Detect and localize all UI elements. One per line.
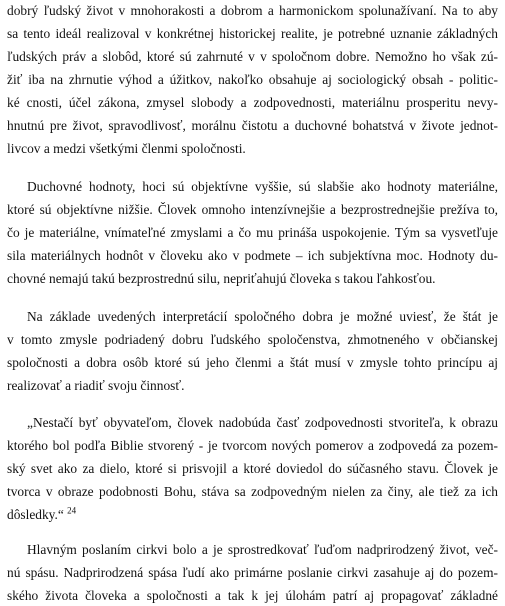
text-line: ľudských práv a slobôd, ktoré sú zahrnuté v v spoločnom dobre. Nemožno ho však zú- bbox=[7, 49, 498, 64]
text-line: spoločnosti a dobra osôb ktoré sú jeho členmi a štát musí v zmysle tohto princípu aj bbox=[7, 355, 498, 370]
text-line: „Nestačí byť obyvateľom, človek nadobúda časť zodpovednosti stvoriteľa, k obrazu bbox=[27, 415, 498, 430]
text-line: sa tento ideál realizoval v konkrétnej historickej realite, je potrebné uznanie základných bbox=[7, 26, 498, 41]
text-line bbox=[7, 505, 498, 525]
text-line: žiť iba na zhrnutie výhod a úžitkov, nakoľko obsahuje aj sociologický obsah - politic- bbox=[7, 72, 498, 87]
text-line: nú spásu. Nadprirodzená spása ľudí ako primárne poslanie cirkvi zasahuje aj do pozem- bbox=[7, 565, 498, 580]
text-line: ský svet ako za dielo, ktoré si prisvojil a ktoré doviedol do súčasného stavu. Človek je bbox=[7, 461, 498, 476]
text-line: dobrý ľudský život v mnohorakosti a dobrom a harmonickom spolunažívaní. Na to aby bbox=[7, 3, 498, 18]
text-line: v tomto zmysle podriadený dobru ľudského spoločenstva, zhmotneného v občianskej bbox=[7, 332, 498, 347]
text-line: Hlavným poslaním cirkvi bolo a je sprostredkovať ľuďom nadprirodzený život, več- bbox=[27, 542, 498, 557]
text-line: hnutnú pre život, spravodlivosť, morálnu čistotu a duchovné bohatstvá v živote jednot- bbox=[7, 118, 498, 133]
quote-end-text: dôsledky.“ bbox=[7, 507, 64, 522]
text-line: Duchovné hodnoty, hoci sú objektívne vyššie, sú slabšie ako hodnoty materiálne, bbox=[27, 179, 498, 194]
text-line: ké cnosti, účel zákona, zmysel slobody a zodpovednosti, materiálnu prosperitu nevy- bbox=[7, 95, 498, 110]
footnote-reference[interactable]: 24 bbox=[67, 505, 77, 516]
text-line: ktoré sú objektívne nižšie. Človek omnoho intenzívnejšie a bezprostrednejšie prežíva to, bbox=[7, 202, 498, 217]
text-line: sila materiálnych hodnôt v človeku ako v podmete – ich subjektívna moc. Hodnoty du- bbox=[7, 248, 498, 263]
text-line: čo je materiálne, vnímateľné zmyslami a čo mu prináša uspokojenie. Tým sa vysvetľuje bbox=[7, 225, 498, 240]
text-line: realizovať a riadiť svoju činnosť. bbox=[7, 378, 185, 393]
text-line: ktorého bol podľa Biblie stvorený - je tvorcom nových pomerov a zodpovedá za pozem- bbox=[7, 438, 498, 453]
text-line: chovné nemajú takú bezprostrednú silu, nepriťahujú človeka s takou ľahkosťou. bbox=[7, 271, 436, 286]
text-line: ského života človeka a spoločnosti a tak k jej úlohám patrí aj propagovať základné bbox=[7, 588, 498, 603]
text-line: livcov a medzi všetkými členmi spoločnosti. bbox=[7, 141, 246, 156]
text-line: tvorca v obraze podobnosti Bohu, stáva sa zodpovedným nielen za činy, ale tiež za ich bbox=[7, 484, 498, 499]
text-line: Na základe uvedených interpretácií spoločného dobra je možné uviesť, že štát je bbox=[27, 309, 498, 324]
